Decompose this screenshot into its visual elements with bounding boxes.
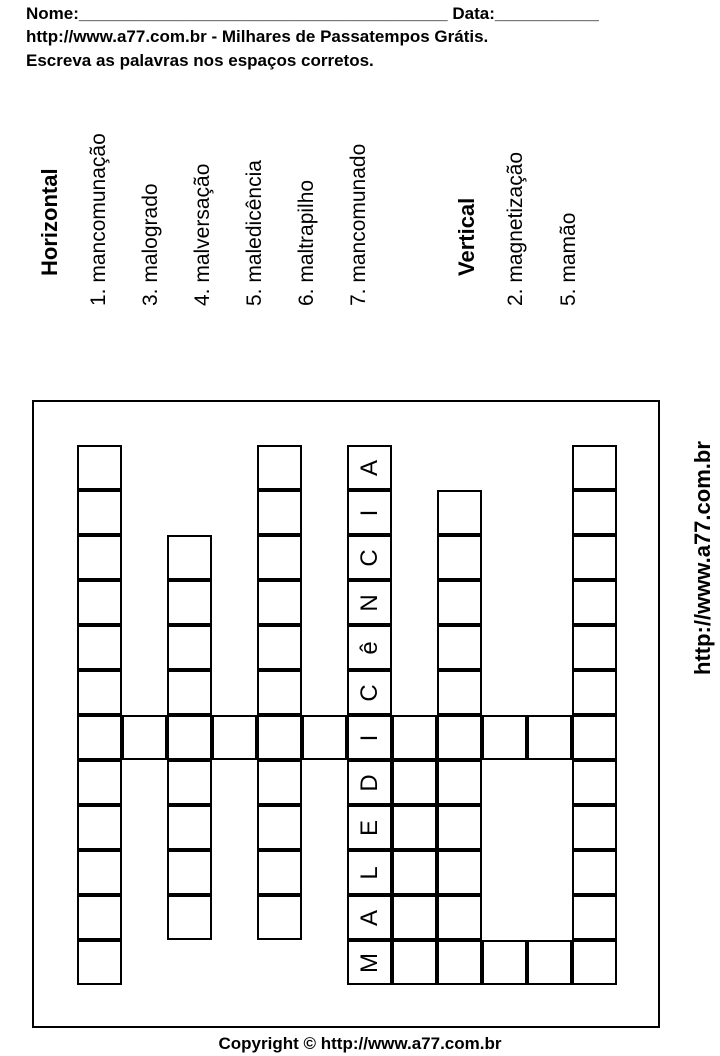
grid-cell[interactable] — [257, 670, 302, 715]
grid-cell[interactable] — [572, 445, 617, 490]
grid-cell[interactable] — [77, 940, 122, 985]
grid-letter: A — [355, 909, 383, 926]
grid-letter: N — [355, 593, 383, 612]
grid-cell[interactable] — [77, 715, 122, 760]
grid-cell[interactable] — [347, 760, 392, 805]
grid-cell[interactable] — [257, 535, 302, 580]
grid-cell[interactable] — [572, 625, 617, 670]
grid-letter: E — [355, 819, 383, 836]
grid-cell[interactable] — [572, 670, 617, 715]
grid-letter: M — [355, 952, 383, 973]
grid-letter: D — [355, 773, 383, 792]
grid-cell[interactable] — [347, 940, 392, 985]
grid-cell[interactable] — [167, 715, 212, 760]
grid-cell[interactable] — [527, 715, 572, 760]
horizontal-clue-7: 7. mancomunado — [347, 143, 370, 306]
grid-letter: A — [355, 459, 383, 476]
grid-cell[interactable] — [437, 850, 482, 895]
grid-cell[interactable] — [167, 760, 212, 805]
vertical-clue-2: 2. magnetização — [504, 151, 527, 306]
grid-cell[interactable] — [347, 670, 392, 715]
grid-cell[interactable] — [77, 850, 122, 895]
grid-cell[interactable] — [77, 535, 122, 580]
grid-cell[interactable] — [392, 940, 437, 985]
grid-cell[interactable] — [167, 625, 212, 670]
grid-cell[interactable] — [392, 805, 437, 850]
grid-cell[interactable] — [77, 670, 122, 715]
grid-cell[interactable] — [167, 535, 212, 580]
horizontal-clue-5: 5. maledicência — [243, 160, 266, 306]
horizontal-clue-6: 6. maltrapilho — [295, 179, 318, 306]
grid-cell[interactable] — [437, 535, 482, 580]
horizontal-clue-1: 1. mancomunação — [87, 133, 110, 306]
grid-cell[interactable] — [77, 895, 122, 940]
grid-cell[interactable] — [347, 490, 392, 535]
side-url: http://www.a77.com.br — [690, 441, 715, 675]
grid-cell[interactable] — [122, 715, 167, 760]
grid-cell[interactable] — [437, 670, 482, 715]
puzzle-frame — [32, 400, 660, 1028]
grid-cell[interactable] — [347, 895, 392, 940]
grid-cell[interactable] — [302, 715, 347, 760]
grid-cell[interactable] — [77, 805, 122, 850]
grid-cell[interactable] — [347, 445, 392, 490]
grid-cell[interactable] — [527, 940, 572, 985]
grid-cell[interactable] — [572, 490, 617, 535]
grid-cell[interactable] — [77, 625, 122, 670]
footer-copyright: Copyright © http://www.a77.com.br — [218, 1034, 502, 1053]
grid-cell[interactable] — [347, 535, 392, 580]
grid-cell[interactable] — [347, 805, 392, 850]
grid-cell[interactable] — [257, 445, 302, 490]
grid-cell[interactable] — [392, 895, 437, 940]
grid-cell[interactable] — [77, 490, 122, 535]
grid-cell[interactable] — [77, 760, 122, 805]
grid-cell[interactable] — [212, 715, 257, 760]
grid-cell[interactable] — [77, 445, 122, 490]
grid-cell[interactable] — [167, 580, 212, 625]
grid-cell[interactable] — [347, 850, 392, 895]
grid-cell[interactable] — [392, 760, 437, 805]
horizontal-clue-3: 3. malogrado — [139, 183, 162, 306]
grid-cell[interactable] — [572, 580, 617, 625]
horizontal-clue-4: 4. malversação — [191, 163, 214, 306]
grid-letter: C — [355, 683, 383, 702]
grid-cell[interactable] — [437, 805, 482, 850]
grid-cell[interactable] — [437, 940, 482, 985]
grid-letter: ê — [355, 640, 383, 655]
horizontal-title: Horizontal — [37, 168, 62, 276]
grid-cell[interactable] — [437, 715, 482, 760]
name-date-line: Nome:_______________________________________ Data:___________ — [26, 4, 599, 23]
grid-cell[interactable] — [392, 715, 437, 760]
grid-cell[interactable] — [482, 715, 527, 760]
grid-cell[interactable] — [257, 715, 302, 760]
grid-cell[interactable] — [482, 940, 527, 985]
grid-cell[interactable] — [437, 895, 482, 940]
grid-letter: C — [355, 548, 383, 567]
grid-cell[interactable] — [572, 850, 617, 895]
grid-cell[interactable] — [437, 490, 482, 535]
grid-cell[interactable] — [257, 625, 302, 670]
instruction-line: Escreva as palavras nos espaços corretos. — [26, 51, 374, 70]
grid-cell[interactable] — [347, 715, 392, 760]
grid-cell[interactable] — [257, 805, 302, 850]
grid-cell[interactable] — [572, 805, 617, 850]
grid-cell[interactable] — [257, 580, 302, 625]
grid-cell[interactable] — [257, 850, 302, 895]
grid-cell[interactable] — [257, 760, 302, 805]
grid-cell[interactable] — [347, 580, 392, 625]
grid-cell[interactable] — [437, 625, 482, 670]
grid-letter: I — [355, 509, 383, 516]
grid-cell[interactable] — [347, 625, 392, 670]
grid-cell[interactable] — [437, 580, 482, 625]
grid-cell[interactable] — [572, 715, 617, 760]
grid-cell[interactable] — [572, 535, 617, 580]
grid-letter: I — [355, 734, 383, 741]
grid-cell[interactable] — [167, 850, 212, 895]
vertical-title: Vertical — [454, 197, 479, 276]
grid-cell[interactable] — [572, 895, 617, 940]
grid-letter: L — [355, 865, 383, 880]
grid-cell[interactable] — [572, 760, 617, 805]
grid-cell[interactable] — [392, 850, 437, 895]
grid-cell[interactable] — [572, 940, 617, 985]
grid-cell[interactable] — [167, 895, 212, 940]
grid-cell[interactable] — [167, 670, 212, 715]
grid-cell[interactable] — [257, 490, 302, 535]
grid-cell[interactable] — [77, 580, 122, 625]
site-line: http://www.a77.com.br - Milhares de Passatempos Grátis. — [26, 27, 489, 46]
grid-cell[interactable] — [167, 805, 212, 850]
vertical-clue-5: 5. mamão — [557, 212, 580, 306]
grid-cell[interactable] — [437, 760, 482, 805]
grid-cell[interactable] — [257, 895, 302, 940]
